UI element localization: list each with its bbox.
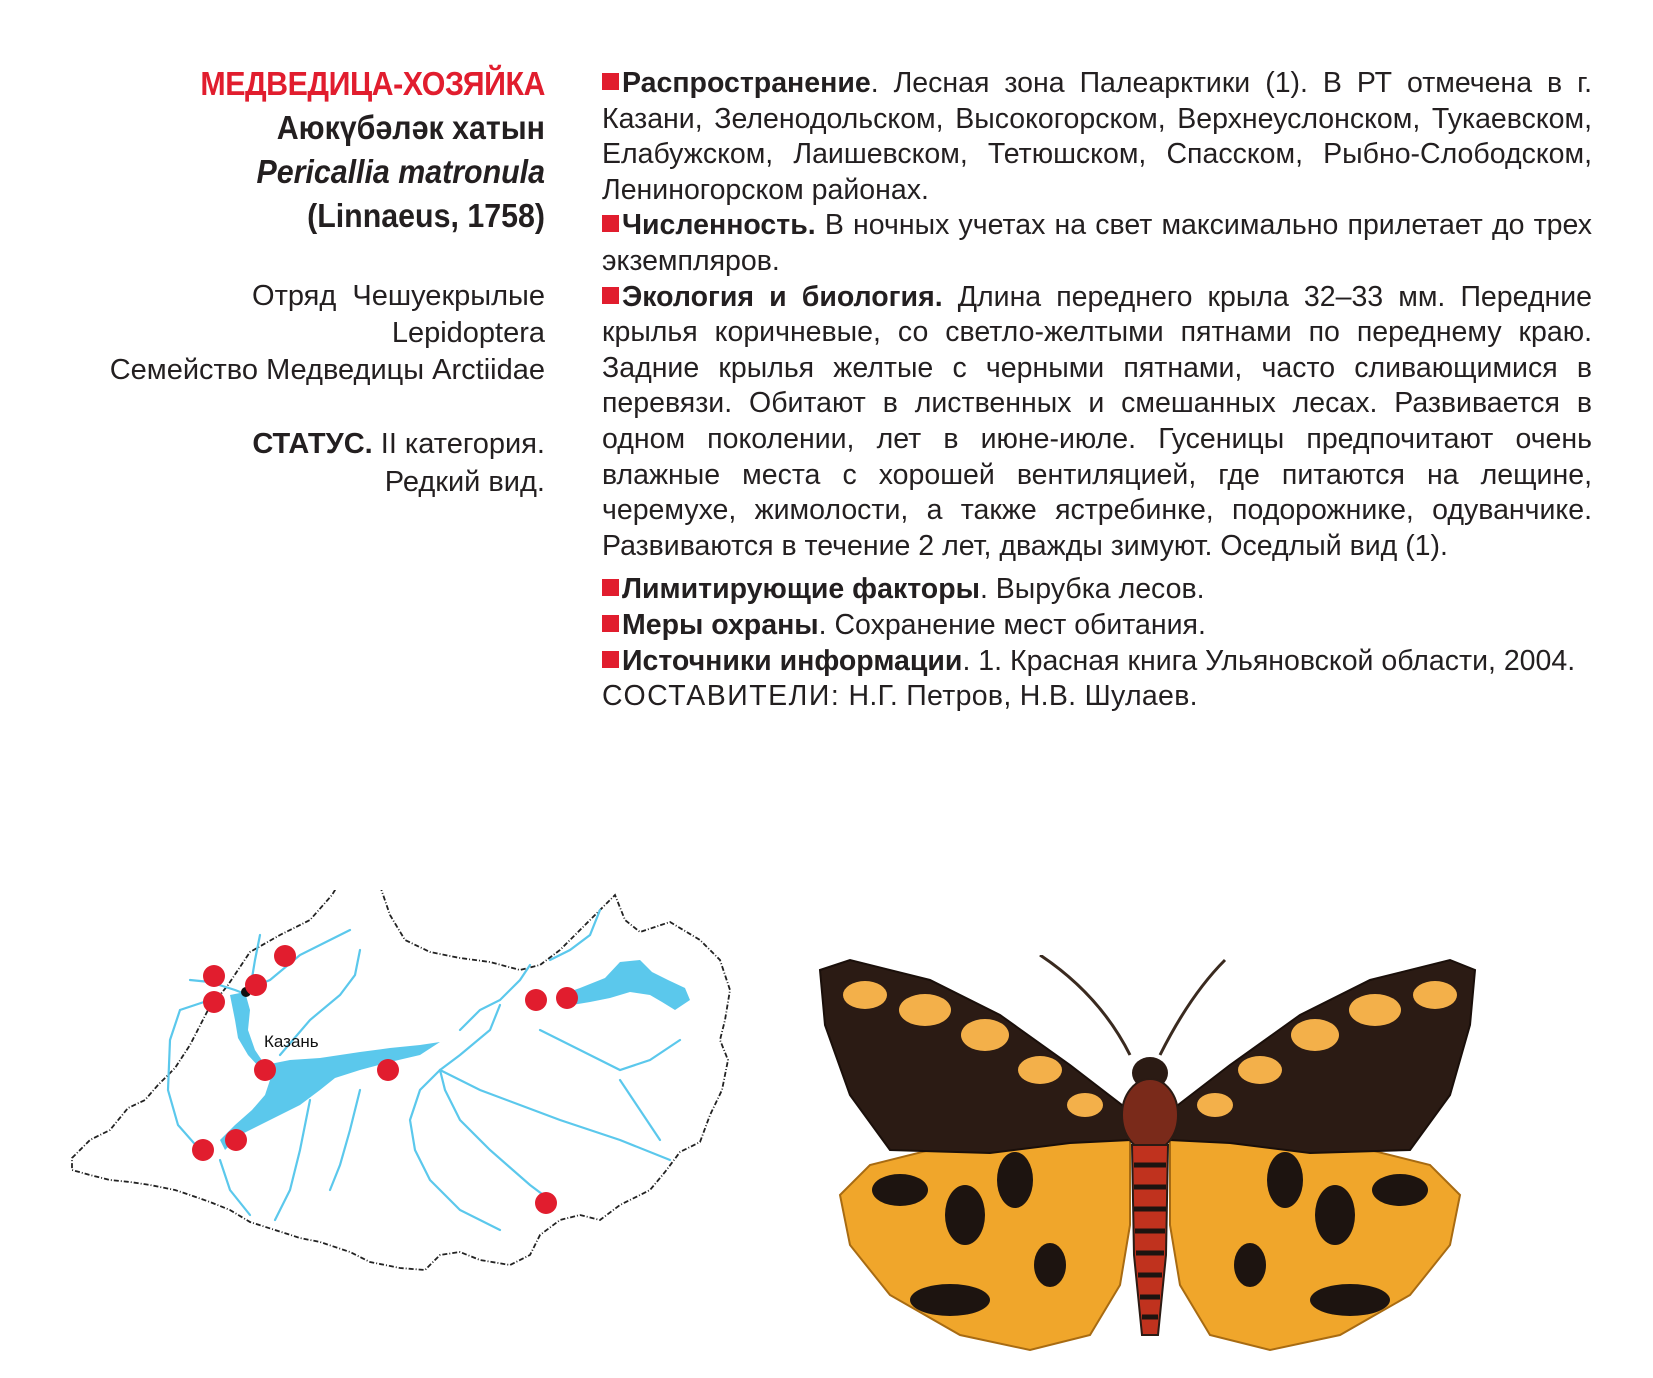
protection-title: Меры охраны — [622, 608, 819, 641]
authors-label: СОСТАВИТЕЛИ: — [602, 680, 841, 713]
occurrence-marker — [556, 987, 578, 1009]
antenna-left — [1040, 955, 1130, 1055]
limiting-paragraph — [602, 572, 1592, 608]
moth-thorax — [1122, 1079, 1178, 1151]
red-square-bullet-icon — [602, 73, 619, 90]
occurrence-marker — [203, 991, 225, 1013]
authors-names: Н.Г. Петров, Н.В. Шулаев. — [840, 680, 1198, 713]
species-name-russian: МЕДВЕДИЦА-ХОЗЯЙКА — [200, 65, 545, 102]
species-description — [602, 66, 1592, 715]
occurrence-marker — [245, 974, 267, 996]
occurrence-marker — [535, 1192, 557, 1214]
abundance-title: Численность. — [622, 209, 816, 242]
protection-text: . Сохранение мест обитания. — [818, 608, 1206, 641]
occurrence-marker — [377, 1059, 399, 1081]
sources-text: . 1. Красная книга Ульяновской области, 2004. — [962, 644, 1576, 677]
status-label: СТАТУС. — [252, 428, 373, 460]
status-category: II категория. — [372, 428, 545, 460]
sources-title: Источники информации — [622, 644, 963, 677]
antenna-right — [1160, 960, 1225, 1055]
moth-abdomen — [1132, 1145, 1168, 1335]
occurrence-marker — [254, 1059, 276, 1081]
volga-reservoir — [220, 992, 440, 1150]
status-line — [40, 425, 545, 463]
ecology-paragraph — [602, 280, 1592, 565]
hindwing-right — [1170, 1125, 1460, 1350]
status-note: Редкий вид. — [384, 466, 545, 498]
occurrence-marker — [225, 1129, 247, 1151]
distribution-text: . Лесная зона Палеарктики (1). В РТ отмечена в г. Казани, Зеленодольском, Высокогорском, Верхнеуслонском, Тукаевском, Елабужском, Лаишевском, Тетюшском, Спасском, Рыбно-Слободском, Лениногорском районах. — [602, 67, 1592, 206]
order-latin: Lepidoptera — [391, 317, 545, 349]
limiting-text: . Вырубка лесов. — [979, 573, 1205, 606]
limiting-title: Лимитирующие факторы — [622, 573, 980, 606]
sources-paragraph — [602, 644, 1592, 680]
family-line: Семейство Медведицы Arctiidae — [109, 354, 545, 386]
kama-reservoir — [560, 960, 690, 1010]
hindwing-left — [840, 1125, 1130, 1350]
red-square-bullet-icon — [602, 287, 619, 304]
red-square-bullet-icon — [602, 215, 619, 232]
occurrence-markers — [192, 945, 578, 1214]
protection-paragraph — [602, 608, 1592, 644]
red-square-bullet-icon — [602, 579, 619, 596]
distribution-title: Распространение — [622, 67, 871, 99]
occurrence-marker — [192, 1139, 214, 1161]
distribution-paragraph — [602, 66, 1592, 208]
abundance-paragraph — [602, 208, 1592, 279]
occurrence-marker — [203, 965, 225, 987]
species-name-tatar: Аюкүбәләк хатын — [276, 109, 545, 146]
occurrence-marker — [525, 989, 547, 1011]
status-block — [40, 425, 545, 501]
red-square-bullet-icon — [602, 651, 619, 668]
red-square-bullet-icon — [602, 615, 619, 632]
order-line: Отряд Чешуекрылые — [252, 280, 545, 312]
abundance-text: В ночных учетах на свет максимально прилетает до трех экземпляров. — [602, 209, 1592, 277]
occurrence-marker — [274, 945, 296, 967]
ecology-title: Экология и биология. — [622, 280, 943, 313]
authors-line — [602, 679, 1592, 715]
species-name-latin: Pericallia matronula — [256, 153, 545, 190]
region-boundary — [72, 890, 730, 1270]
distribution-map — [60, 890, 770, 1360]
taxonomy-block — [40, 278, 545, 389]
moth-illustration — [810, 955, 1600, 1365]
species-author: (Linnaeus, 1758) — [307, 197, 545, 234]
species-header — [40, 62, 545, 501]
ecology-text: Длина переднего крыла 32–33 мм. Передние крылья коричневые, со светло-желтыми пятнами по переднему краю. Задние крылья желтые с черными пятнами, часто сливающимися в перевязи. Обитают в лиственных и смешанных лесах. Развивается в одном поколении, лет в июне-июле. Гусеницы предпочитают очень влажные места с хорошей вентиляцией, где питаются на лещине, черемухе, жимолости, а также ястребинке, подорожнике, одуванчике. Развиваются в течение 2 лет, дважды зимуют. Оседлый вид (1). — [602, 280, 1592, 562]
rivers — [168, 910, 680, 1230]
map-city-label: Казань — [264, 1032, 319, 1051]
